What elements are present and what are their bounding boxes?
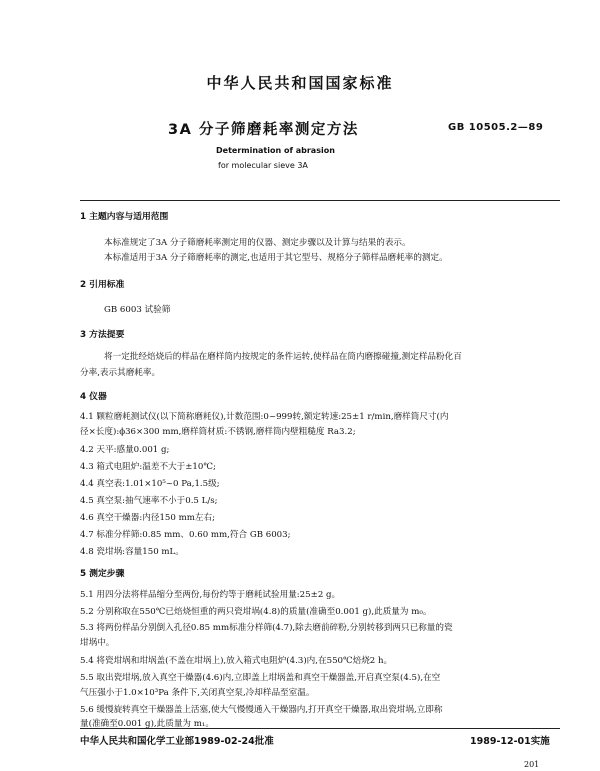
list-item: 4.6 真空干燥器:内径150 mm左右; bbox=[80, 513, 215, 523]
english-title-line2: for molecular sieve 3A bbox=[218, 161, 308, 170]
top-rule bbox=[80, 200, 560, 201]
list-item: 4.4 真空表:1.01×10⁵~0 Pa,1.5级; bbox=[80, 479, 220, 489]
list-item: 4.3 箱式电阻炉:温差不大于±10℃; bbox=[80, 462, 216, 472]
list-item: 5.2 分别称取在550℃已焙烧恒重的两只瓷坩埚(4.8)的质量(准确至0.001 g),此质量为 m₀。 bbox=[80, 607, 432, 617]
list-item: 5.1 用四分法将样品缩分至两份,每份约等于磨耗试验用量:25±2 g。 bbox=[80, 590, 341, 600]
list-item: 坩埚中。 bbox=[80, 638, 115, 648]
list-item: 4.1 颗粒磨耗测试仪(以下简称磨耗仪),计数范围:0~999转,额定转速:25±1 r/min,磨样筒尺寸(内 bbox=[80, 412, 449, 422]
list-item: 径×长度):ϕ36×300 mm,磨样筒材质:不锈钢,磨样筒内壁粗糙度 Ra3.2; bbox=[80, 427, 356, 437]
section-5-heading: 5 测定步骤 bbox=[80, 569, 125, 579]
section-1-para-1: 本标准规定了3A 分子筛磨耗率测定用的仪器、测定步骤以及计算与结果的表示。 bbox=[104, 238, 411, 248]
english-title-line1: Determination of abrasion bbox=[216, 146, 335, 155]
section-3-para-1a: 将一定批经焙烧后的样品在磨样筒内按规定的条件运转,使样品在筒内磨擦碰撞,测定样品粉化百 bbox=[104, 352, 462, 362]
bottom-rule bbox=[80, 728, 560, 729]
list-item: 气压强小于1.0×10³Pa 条件下,关闭真空泵,冷却样品至室温。 bbox=[80, 688, 315, 698]
list-item: 4.7 标准分样筛:0.85 mm、0.60 mm,符合 GB 6003; bbox=[80, 530, 291, 540]
national-standard-heading: 中华人民共和国国家标准 bbox=[206, 74, 394, 92]
list-item: 5.6 缓慢旋转真空干燥器盖上活塞,使大气慢慢通入干燥器内,打开真空干燥器,取出瓷坩埚,立即称 bbox=[80, 705, 443, 715]
list-item: 5.3 将两份样品分别倒入孔径0.85 mm标准分样筛(4.7),除去磨前碎粉,分别转移到两只已称量的瓷 bbox=[80, 623, 453, 633]
implementation-date: 1989-12-01实施 bbox=[470, 736, 550, 747]
list-item: 5.5 取出瓷坩埚,放入真空干燥器(4.6)内,立即盖上坩埚盖和真空干燥器盖,开启真空泵(4.5),在空 bbox=[80, 673, 441, 683]
section-2-para-1: GB 6003 试验筛 bbox=[104, 305, 171, 315]
section-1-heading: 1 主题内容与适用范围 bbox=[80, 212, 169, 222]
section-2-heading: 2 引用标准 bbox=[80, 280, 125, 290]
page-number: 201 bbox=[524, 760, 540, 769]
gb-number: GB 10505.2—89 bbox=[448, 122, 544, 133]
section-3-para-1b: 分率,表示其磨耗率。 bbox=[80, 368, 161, 378]
section-1-para-2: 本标准适用于3A 分子筛磨耗率的测定,也适用于其它型号、规格分子筛样品磨耗率的测定。 bbox=[104, 253, 448, 263]
list-item: 4.2 天平:感量0.001 g; bbox=[80, 445, 170, 455]
section-4-heading: 4 仪器 bbox=[80, 392, 107, 402]
approval-line: 中华人民共和国化学工业部1989-02-24批准 bbox=[80, 736, 274, 747]
document-title: 3A 分子筛磨耗率测定方法 bbox=[168, 122, 359, 138]
list-item: 量(准确至0.001 g),此质量为 m₁。 bbox=[80, 719, 214, 729]
section-3-heading: 3 方法提要 bbox=[80, 330, 125, 340]
list-item: 4.8 瓷坩埚:容量150 mL。 bbox=[80, 547, 184, 557]
list-item: 5.4 将瓷坩埚和坩埚盖(不盖在坩埚上),放入箱式电阻炉(4.3)内,在550℃焙烧2 h。 bbox=[80, 656, 393, 666]
list-item: 4.5 真空泵:抽气速率不小于0.5 L/s; bbox=[80, 496, 218, 506]
